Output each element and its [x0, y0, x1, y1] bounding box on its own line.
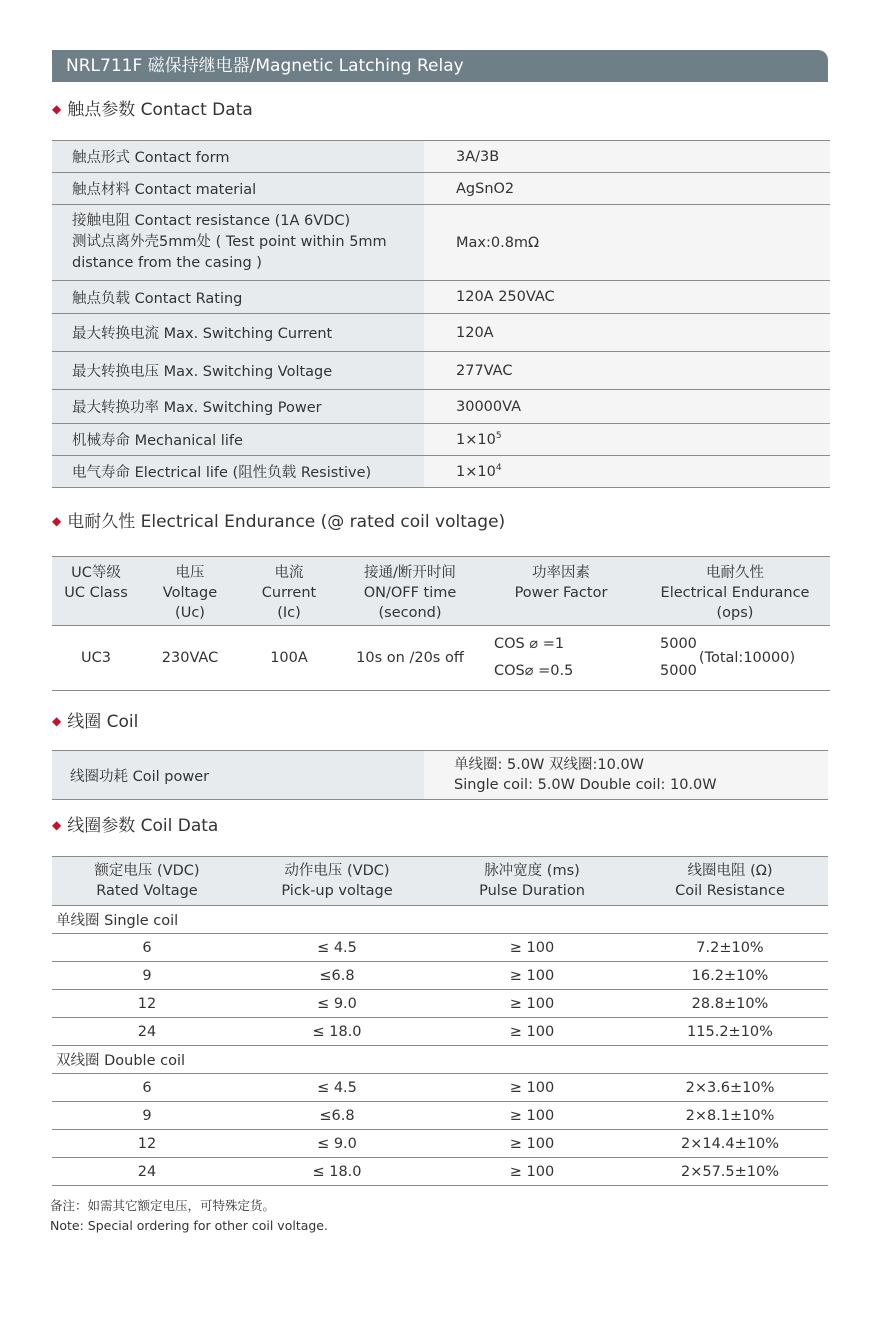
contact-value: 30000VA: [424, 390, 830, 424]
rated-voltage-cell: 12: [52, 1130, 242, 1158]
contact-value: 120A 250VAC: [424, 281, 830, 314]
header-line: 电流: [274, 565, 304, 581]
table-row: [52, 1158, 828, 1186]
contact-key-line: 测试点离外壳5mm处 ( Test point within 5mm: [72, 234, 387, 250]
uc-class-cell: UC3: [52, 626, 140, 691]
coil-section-title: [52, 710, 138, 735]
contact-key: 触点形式 Contact form: [52, 141, 424, 173]
ops-value: 5000: [660, 663, 697, 679]
contact-value: [424, 456, 830, 488]
pulse-duration-cell: ≥ 100: [432, 934, 632, 962]
contact-value: 277VAC: [424, 352, 830, 390]
header-line: UC等级: [71, 565, 121, 581]
contact-key: 触点负载 Contact Rating: [52, 281, 424, 314]
coil-resistance-cell: 2×14.4±10%: [632, 1130, 828, 1158]
header-line: 接通/断开时间: [364, 565, 456, 581]
diamond-bullet-icon: ◆: [52, 514, 62, 528]
contact-key-line: distance from the casing ): [72, 255, 262, 271]
table-row: [52, 626, 830, 691]
table-row: [52, 751, 828, 800]
pickup-voltage-cell: ≤ 18.0: [242, 1158, 432, 1186]
single-coil-label: 单线圈 Single coil: [52, 906, 828, 934]
table-row: [52, 352, 830, 390]
header-line: 额定电压 (VDC): [94, 863, 200, 879]
pickup-voltage-cell: ≤ 4.5: [242, 1074, 432, 1102]
ops-value: 5000: [660, 636, 697, 652]
footnote-en: Note: Special ordering for other coil voltage.: [50, 1218, 328, 1233]
contact-key: 机械寿命 Mechanical life: [52, 424, 424, 456]
endurance-table: [52, 556, 830, 691]
table-row: [52, 990, 828, 1018]
contact-value: Max:0.8mΩ: [424, 205, 830, 281]
column-header: [52, 557, 140, 626]
endurance-section-title: [52, 510, 505, 535]
header-line: 脉冲宽度 (ms): [484, 863, 580, 879]
coil-power-line: Single coil: 5.0W Double coil: 10.0W: [454, 777, 717, 793]
header-line: UC Class: [64, 585, 128, 601]
table-row: [52, 1130, 828, 1158]
pulse-duration-cell: ≥ 100: [432, 1130, 632, 1158]
contact-value: AgSnO2: [424, 173, 830, 205]
power-factor-line: COS ⌀ =1: [494, 636, 565, 652]
pulse-duration-cell: ≥ 100: [432, 1018, 632, 1046]
header-line: (Uc): [175, 605, 205, 621]
header-line: Pick-up voltage: [281, 883, 393, 899]
contact-value: 3A/3B: [424, 141, 830, 173]
contact-key: 最大转换功率 Max. Switching Power: [52, 390, 424, 424]
on-off-time-cell: 10s on /20s off: [338, 626, 482, 691]
pulse-duration-cell: ≥ 100: [432, 1074, 632, 1102]
table-row: [52, 1018, 828, 1046]
coil-resistance-cell: 115.2±10%: [632, 1018, 828, 1046]
header-line: [52, 603, 140, 623]
pickup-voltage-cell: ≤ 4.5: [242, 934, 432, 962]
header-line: Coil Resistance: [675, 883, 785, 899]
contact-key: [52, 205, 424, 281]
coil-title-text: 线圈 Coil: [67, 712, 139, 732]
table-header-row: [52, 557, 830, 626]
coil-table: [52, 750, 828, 800]
rated-voltage-cell: 6: [52, 1074, 242, 1102]
power-factor-cell: [482, 626, 640, 691]
rated-voltage-cell: 9: [52, 962, 242, 990]
column-header: [52, 857, 242, 906]
contact-key: 最大转换电压 Max. Switching Voltage: [52, 352, 424, 390]
value-base: 1×10: [456, 463, 496, 480]
table-row: [52, 934, 828, 962]
contact-key: 触点材料 Contact material: [52, 173, 424, 205]
rated-voltage-cell: 12: [52, 990, 242, 1018]
diamond-bullet-icon: ◆: [52, 818, 62, 832]
header-line: (ops): [716, 605, 754, 621]
coildata-title-text: 线圈参数 Coil Data: [67, 816, 219, 836]
footnote: [50, 1196, 328, 1236]
contact-key-line: 接触电阻 Contact resistance (1A 6VDC): [72, 213, 351, 229]
contact-value: [424, 424, 830, 456]
pickup-voltage-cell: ≤ 9.0: [242, 1130, 432, 1158]
diamond-bullet-icon: ◆: [52, 714, 62, 728]
rated-voltage-cell: 9: [52, 1102, 242, 1130]
coil-power-line: 单线圈: 5.0W 双线圈:10.0W: [454, 757, 645, 773]
header-line: [482, 603, 640, 623]
pulse-duration-cell: ≥ 100: [432, 1158, 632, 1186]
coil-resistance-cell: 2×57.5±10%: [632, 1158, 828, 1186]
coil-resistance-cell: 2×8.1±10%: [632, 1102, 828, 1130]
pickup-voltage-cell: ≤6.8: [242, 1102, 432, 1130]
table-row: [52, 173, 830, 205]
table-row: [52, 314, 830, 352]
header-line: Power Factor: [514, 585, 608, 601]
voltage-cell: 230VAC: [140, 626, 240, 691]
coil-resistance-cell: 2×3.6±10%: [632, 1074, 828, 1102]
coil-power-value: [424, 751, 828, 800]
header-line: 线圈电阻 (Ω): [687, 863, 773, 879]
value-exponent: 4: [495, 463, 502, 474]
contact-key: 最大转换电流 Max. Switching Current: [52, 314, 424, 352]
column-header: [242, 857, 432, 906]
header-line: (second): [378, 605, 442, 621]
coil-resistance-cell: 7.2±10%: [632, 934, 828, 962]
coil-resistance-cell: 16.2±10%: [632, 962, 828, 990]
header-line: Current: [261, 585, 317, 601]
group-row: [52, 1046, 828, 1074]
column-header: [140, 557, 240, 626]
pulse-duration-cell: ≥ 100: [432, 962, 632, 990]
header-line: Electrical Endurance: [660, 585, 810, 601]
header-line: Rated Voltage: [96, 883, 198, 899]
header-line: Pulse Duration: [479, 883, 585, 899]
column-header: [240, 557, 338, 626]
contact-section-title: [52, 98, 253, 123]
coildata-section-title: [52, 814, 218, 839]
group-row: [52, 906, 828, 934]
contact-value: 120A: [424, 314, 830, 352]
header-line: (Ic): [277, 605, 301, 621]
table-row: [52, 1102, 828, 1130]
endurance-ops-cell: [640, 626, 830, 691]
footnote-cn: 备注：如需其它额定电压，可特殊定货。: [50, 1198, 276, 1213]
table-row: [52, 424, 830, 456]
header-line: ON/OFF time: [363, 585, 457, 601]
header-line: 电耐久性: [706, 565, 764, 581]
header-line: 电压: [175, 565, 205, 581]
endurance-title-text: 电耐久性 Electrical Endurance (@ rated coil voltage): [67, 512, 506, 532]
contact-key: 电气寿命 Electrical life (阻性负载 Resistive): [52, 456, 424, 488]
header-line: 动作电压 (VDC): [284, 863, 390, 879]
power-factor-line: COS⌀ =0.5: [494, 663, 574, 679]
pulse-duration-cell: ≥ 100: [432, 990, 632, 1018]
pickup-voltage-cell: ≤6.8: [242, 962, 432, 990]
column-header: [432, 857, 632, 906]
table-row: [52, 456, 830, 488]
table-row: [52, 962, 828, 990]
table-row: [52, 205, 830, 281]
column-header: [640, 557, 830, 626]
diamond-bullet-icon: ◆: [52, 102, 62, 116]
contact-title-text: 触点参数 Contact Data: [67, 100, 253, 120]
table-row: [52, 141, 830, 173]
pulse-duration-cell: ≥ 100: [432, 1102, 632, 1130]
page-banner: NRL711F 磁保持继电器/Magnetic Latching Relay: [52, 50, 828, 82]
value-base: 1×10: [456, 431, 496, 448]
rated-voltage-cell: 6: [52, 934, 242, 962]
table-row: [52, 1074, 828, 1102]
coil-resistance-cell: 28.8±10%: [632, 990, 828, 1018]
pickup-voltage-cell: ≤ 9.0: [242, 990, 432, 1018]
rated-voltage-cell: 24: [52, 1018, 242, 1046]
table-header-row: [52, 857, 828, 906]
contact-data-table: [52, 140, 830, 488]
current-cell: 100A: [240, 626, 338, 691]
column-header: [482, 557, 640, 626]
coil-data-table: [52, 856, 828, 1186]
column-header: [338, 557, 482, 626]
table-row: [52, 390, 830, 424]
header-line: Voltage: [162, 585, 218, 601]
column-header: [632, 857, 828, 906]
double-coil-label: 双线圈 Double coil: [52, 1046, 828, 1074]
value-exponent: 5: [495, 431, 502, 442]
table-row: [52, 281, 830, 314]
header-line: 功率因素: [532, 565, 590, 581]
rated-voltage-cell: 24: [52, 1158, 242, 1186]
pickup-voltage-cell: ≤ 18.0: [242, 1018, 432, 1046]
ops-total: (Total:10000): [698, 649, 796, 666]
coil-power-key: 线圈功耗 Coil power: [52, 751, 424, 800]
